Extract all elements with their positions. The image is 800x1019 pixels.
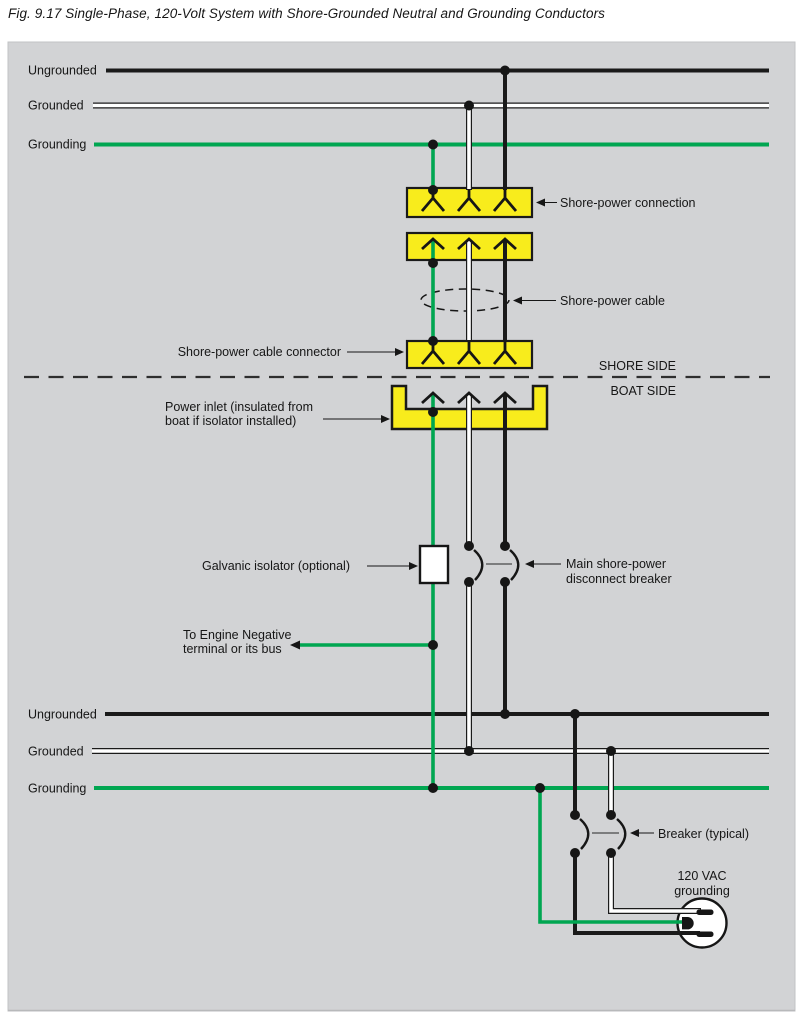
- label-outlet-1: 120 VAC: [677, 869, 727, 883]
- label-power-inlet-2: boat if isolator installed): [165, 414, 297, 428]
- label-shore-side: SHORE SIDE: [598, 359, 676, 373]
- label-shore-power-cable: Shore-power cable: [560, 294, 665, 308]
- label-engine-negative-2: terminal or its bus: [183, 642, 282, 656]
- label-power-inlet-1: Power inlet (insulated from: [165, 400, 313, 414]
- label-top-grounded: Grounded: [28, 98, 84, 113]
- diagram-panel: [8, 42, 795, 1011]
- label-main-breaker-1: Main shore-power: [566, 557, 667, 571]
- label-bottom-grounding: Grounding: [28, 781, 87, 796]
- label-galvanic-isolator: Galvanic isolator (optional): [202, 559, 350, 573]
- label-shore-power-cable-connector: Shore-power cable connector: [177, 345, 341, 359]
- label-engine-negative-1: To Engine Negative: [183, 628, 292, 642]
- label-outlet-2: grounding: [674, 884, 730, 898]
- label-bottom-ungrounded: Ungrounded: [28, 707, 97, 722]
- outlet-hot-slot: [697, 932, 714, 938]
- label-shore-power-connection: Shore-power connection: [560, 196, 696, 210]
- label-bottom-grounded: Grounded: [28, 744, 84, 759]
- label-top-grounding: Grounding: [28, 137, 87, 152]
- label-main-breaker-2: disconnect breaker: [566, 572, 672, 586]
- label-breaker-typical: Breaker (typical): [658, 827, 749, 841]
- label-boat-side: BOAT SIDE: [610, 384, 676, 398]
- galvanic-isolator-box: [420, 546, 448, 583]
- label-top-ungrounded: Ungrounded: [28, 63, 97, 78]
- outlet-neutral-slot: [697, 910, 714, 916]
- figure-title: Fig. 9.17 Single-Phase, 120-Volt System with Shore-Grounded Neutral and Grounding Conductors: [8, 6, 606, 21]
